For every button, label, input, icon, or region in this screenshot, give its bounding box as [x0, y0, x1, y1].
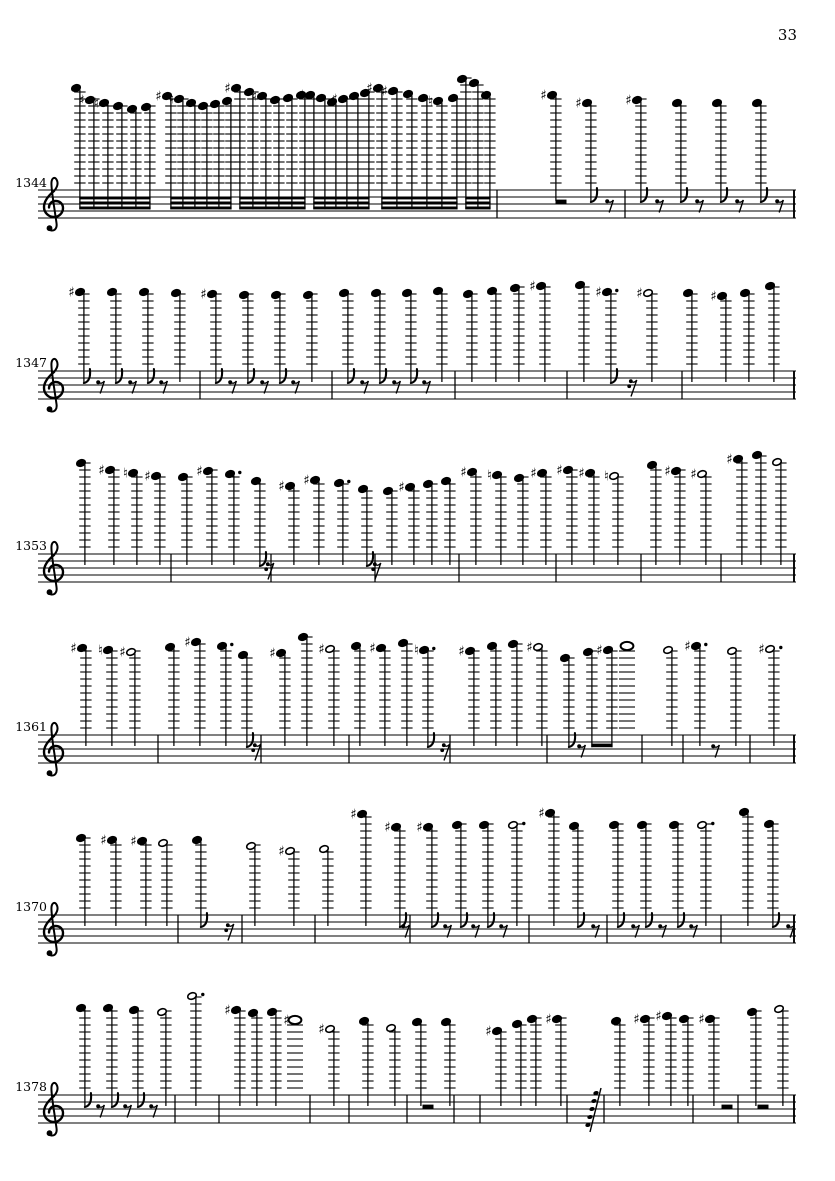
note — [595, 285, 618, 383]
note — [556, 463, 577, 565]
note — [158, 839, 173, 926]
accidental-sharp: ♯ — [224, 1002, 231, 1019]
note — [359, 1017, 374, 1106]
measure-number: 1370 — [15, 899, 47, 914]
eighth-rest — [658, 924, 666, 937]
sixteenth-rest — [224, 923, 234, 940]
accidental-sharp: ♯ — [526, 639, 533, 656]
measure-number: 1344 — [15, 175, 47, 190]
note — [303, 473, 324, 565]
note — [684, 639, 707, 746]
accidental-natural: ♮ — [168, 91, 174, 108]
beamed-note-group — [71, 84, 156, 210]
sixteenth-rest — [627, 379, 637, 396]
note — [165, 643, 180, 746]
note — [611, 1017, 626, 1106]
staff-lines — [38, 554, 796, 582]
note — [171, 289, 186, 382]
note — [271, 291, 286, 383]
eighth-rest — [711, 744, 719, 757]
beamed-note-group — [155, 89, 236, 210]
note — [747, 1008, 762, 1106]
note — [637, 821, 652, 927]
note — [76, 1004, 91, 1107]
eighth-rest — [159, 380, 167, 393]
accidental-sharp: ♯ — [530, 465, 537, 482]
accidental-sharp: ♯ — [269, 645, 276, 662]
note — [578, 466, 599, 565]
note — [423, 480, 438, 565]
system-1370 — [38, 806, 796, 957]
accidental-sharp: ♯ — [684, 638, 691, 655]
accidental-sharp: ♯ — [398, 479, 405, 496]
note — [412, 1018, 427, 1106]
eighth-rest — [228, 380, 236, 393]
accidental-sharp: ♯ — [485, 1023, 492, 1040]
note — [633, 1012, 654, 1106]
note — [402, 289, 417, 383]
note — [774, 1005, 789, 1106]
note — [664, 464, 685, 565]
note — [697, 821, 715, 926]
note — [530, 466, 551, 565]
eighth-rest — [735, 199, 743, 212]
note — [647, 461, 662, 565]
note — [510, 284, 525, 382]
accidental-sharp: ♯ — [460, 464, 467, 481]
beamed-note-group — [583, 643, 618, 748]
note — [609, 821, 624, 927]
accidental-natural: ♮ — [413, 642, 419, 659]
note — [604, 469, 624, 565]
sixteenth-rest — [251, 743, 260, 760]
note — [68, 285, 90, 383]
note — [508, 640, 523, 746]
accidental-sharp: ♯ — [98, 462, 105, 479]
note — [672, 99, 687, 202]
note — [414, 643, 436, 747]
note — [575, 281, 590, 382]
note — [712, 99, 727, 202]
accidental-sharp: ♯ — [655, 1008, 662, 1025]
staff-lines — [38, 915, 796, 943]
note — [460, 465, 481, 565]
note — [239, 291, 254, 383]
note — [225, 470, 242, 565]
note — [669, 821, 684, 927]
accidental-sharp: ♯ — [458, 643, 465, 660]
note — [740, 289, 755, 382]
accidental-natural: ♮ — [122, 465, 128, 482]
accidental-sharp: ♯ — [224, 80, 231, 97]
measure-number: 1378 — [15, 1079, 47, 1094]
accidental-sharp: ♯ — [545, 1011, 552, 1028]
accidental-sharp: ♯ — [68, 284, 75, 301]
eighth-rest — [591, 924, 599, 937]
sixteenth-rest — [371, 562, 380, 579]
note — [679, 1015, 694, 1106]
eighth-rest — [96, 1104, 104, 1117]
accidental-sharp: ♯ — [529, 278, 536, 295]
note — [217, 642, 234, 746]
note — [76, 834, 91, 926]
staff-lines — [38, 735, 796, 763]
note — [224, 1003, 245, 1106]
note — [529, 279, 550, 382]
accidental-sharp: ♯ — [298, 87, 305, 104]
measure-number: 1361 — [15, 719, 47, 734]
note — [98, 463, 119, 565]
note — [526, 640, 547, 746]
eighth-rest — [631, 924, 639, 937]
eighth-rest — [392, 380, 400, 393]
note — [269, 646, 290, 746]
accidental-sharp: ♯ — [283, 1012, 290, 1029]
note — [187, 992, 205, 1106]
note — [441, 477, 456, 565]
accidental-sharp: ♯ — [155, 88, 162, 105]
note — [267, 1008, 282, 1106]
accidental-sharp: ♯ — [278, 843, 285, 860]
accidental-sharp: ♯ — [184, 634, 191, 651]
accidental-sharp: ♯ — [100, 832, 107, 849]
eighth-rest — [149, 1104, 157, 1117]
accidental-sharp: ♯ — [196, 463, 203, 480]
note — [351, 642, 366, 746]
note — [758, 642, 782, 746]
accidental-sharp: ♯ — [636, 285, 643, 302]
eighth-rest — [260, 380, 268, 393]
note — [441, 1018, 456, 1106]
note — [339, 289, 354, 383]
accidental-sharp: ♯ — [130, 833, 137, 850]
accidental-sharp: ♯ — [416, 819, 423, 836]
eighth-rest — [695, 199, 703, 212]
note — [298, 633, 313, 746]
sixteenth-rest — [264, 562, 273, 579]
note — [485, 1024, 506, 1106]
note — [144, 469, 165, 565]
note — [384, 820, 406, 927]
note — [100, 833, 121, 926]
note — [569, 822, 584, 927]
accidental-sharp: ♯ — [381, 83, 388, 100]
note — [103, 1004, 118, 1107]
page-number: 33 — [777, 26, 797, 44]
note — [619, 642, 635, 728]
note — [248, 1009, 263, 1106]
eighth-rest — [605, 199, 613, 212]
accidental-sharp: ♯ — [78, 92, 85, 109]
note — [319, 845, 334, 926]
note — [318, 1022, 339, 1106]
eighth-rest — [443, 924, 451, 937]
eighth-rest — [360, 380, 368, 393]
measure-number: 1347 — [15, 355, 47, 370]
eighth-rest — [655, 199, 663, 212]
note — [123, 466, 143, 565]
note — [398, 639, 413, 746]
note — [178, 473, 193, 565]
note — [98, 643, 118, 746]
note — [251, 477, 266, 566]
eighth-rest — [775, 199, 783, 212]
note — [398, 480, 419, 565]
note — [303, 291, 318, 382]
eighth-rest — [291, 380, 299, 393]
accidental-natural: ♮ — [97, 642, 103, 659]
note — [698, 1012, 719, 1106]
accidental-sharp: ♯ — [70, 640, 77, 657]
system-1378 — [38, 992, 796, 1137]
measure-number: 1353 — [15, 538, 47, 553]
accidental-natural: ♮ — [486, 467, 492, 484]
accidental-sharp: ♯ — [698, 1011, 705, 1028]
accidental-sharp: ♯ — [578, 465, 585, 482]
system-1361 — [38, 633, 796, 777]
note — [278, 844, 299, 926]
accidental-sharp: ♯ — [625, 92, 632, 109]
note — [458, 644, 479, 746]
accidental-natural: ♮ — [427, 93, 433, 110]
note — [655, 1009, 676, 1106]
note — [416, 820, 438, 927]
note — [386, 1024, 401, 1106]
accidental-sharp: ♯ — [350, 806, 357, 823]
accidental-sharp: ♯ — [369, 640, 376, 657]
note — [278, 479, 299, 565]
note — [196, 464, 217, 565]
note — [726, 452, 747, 565]
note — [383, 487, 398, 565]
beamed-note-group — [457, 75, 496, 210]
note — [710, 289, 731, 382]
accidental-sharp: ♯ — [144, 468, 151, 485]
note — [157, 1008, 172, 1106]
note — [130, 834, 151, 926]
eighth-rest — [577, 744, 585, 757]
accidental-natural: ♮ — [251, 88, 257, 105]
note — [508, 821, 526, 926]
note — [334, 479, 351, 565]
accidental-sharp: ♯ — [664, 463, 671, 480]
note — [560, 654, 575, 747]
note — [636, 286, 657, 382]
note — [452, 821, 467, 927]
sixteenth-rest — [440, 743, 449, 760]
note — [487, 468, 507, 565]
note — [538, 806, 559, 926]
accidental-sharp: ♯ — [595, 284, 602, 301]
eighth-rest — [123, 1104, 131, 1117]
note — [238, 651, 253, 747]
half-rest — [758, 1105, 769, 1109]
system-1344 — [38, 75, 796, 232]
eighth-rest — [499, 924, 507, 937]
note — [184, 635, 205, 746]
note — [487, 287, 502, 382]
half-rest — [722, 1105, 733, 1109]
accidental-sharp: ♯ — [690, 466, 697, 483]
accidental-sharp: ♯ — [556, 462, 563, 479]
note — [487, 642, 502, 746]
note — [514, 474, 529, 565]
note — [663, 646, 678, 746]
note — [625, 93, 647, 202]
note — [350, 807, 371, 926]
note — [683, 289, 698, 382]
eighth-rest — [96, 380, 104, 393]
note — [545, 1012, 566, 1106]
note — [371, 289, 386, 383]
note — [283, 1013, 303, 1088]
eighth-rest — [471, 924, 479, 937]
beamed-note-group — [298, 88, 374, 210]
eighth-rest — [401, 924, 409, 937]
note — [772, 458, 787, 565]
note — [433, 287, 448, 382]
accidental-sharp: ♯ — [596, 642, 603, 659]
accidental-sharp: ♯ — [331, 91, 338, 108]
eighth-rest — [422, 380, 430, 393]
accidental-natural: ♮ — [603, 468, 609, 485]
note — [192, 836, 207, 927]
note — [764, 820, 779, 927]
note — [739, 808, 754, 926]
half-rest — [423, 1105, 434, 1109]
accidental-sharp: ♯ — [278, 478, 285, 495]
note — [139, 288, 154, 383]
accidental-sharp: ♯ — [726, 451, 733, 468]
accidental-sharp: ♯ — [758, 641, 765, 658]
note — [107, 288, 122, 383]
accidental-sharp: ♯ — [575, 95, 582, 112]
accidental-sharp: ♯ — [540, 87, 547, 104]
accidental-sharp: ♯ — [538, 805, 545, 822]
half-rest — [556, 200, 567, 204]
accidental-sharp: ♯ — [318, 1021, 325, 1038]
note — [200, 287, 222, 383]
note — [479, 821, 494, 927]
accidental-sharp: ♯ — [710, 288, 717, 305]
note — [512, 1020, 527, 1106]
note — [575, 96, 597, 202]
note — [752, 451, 767, 565]
accidental-sharp: ♯ — [303, 472, 310, 489]
accidental-sharp: ♯ — [200, 286, 207, 303]
system-1347 — [38, 279, 796, 413]
note — [246, 842, 261, 926]
note — [129, 1006, 144, 1107]
accidental-sharp: ♯ — [119, 644, 126, 661]
note — [727, 647, 742, 746]
note — [752, 99, 767, 202]
accidental-sharp: ♯ — [384, 819, 391, 836]
note — [765, 282, 780, 382]
note — [119, 645, 140, 746]
system-1353 — [38, 451, 796, 596]
note — [463, 290, 478, 382]
accidental-sharp: ♯ — [318, 641, 325, 658]
staff-lines — [38, 1095, 796, 1123]
eighth-rest — [689, 924, 697, 937]
note — [540, 88, 561, 201]
accidental-sharp: ♯ — [366, 80, 373, 97]
accidental-natural: ♮ — [93, 95, 99, 112]
accidental-sharp: ♯ — [633, 1011, 640, 1028]
note — [76, 459, 91, 565]
note — [527, 1015, 542, 1106]
note — [70, 641, 91, 746]
note — [369, 641, 390, 746]
eighth-rest — [128, 380, 136, 393]
note — [318, 642, 339, 746]
note — [690, 467, 711, 565]
